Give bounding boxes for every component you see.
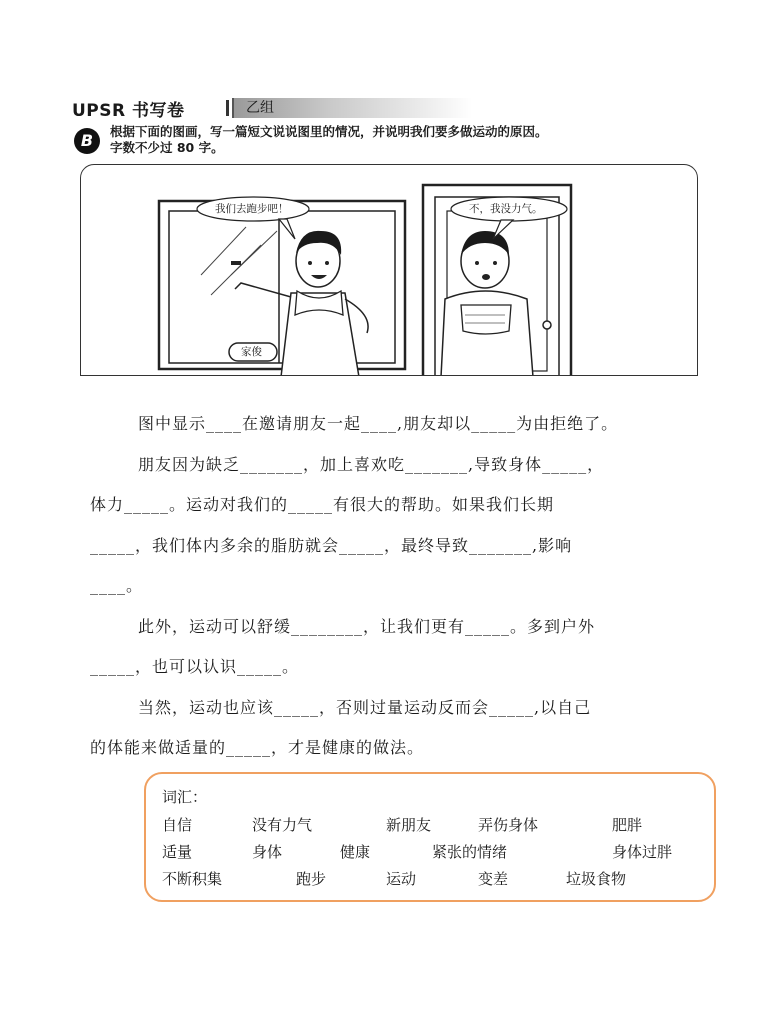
passage-line: 体力_____。运动对我们的_____有很大的帮助。如果我们长期 xyxy=(90,495,555,514)
speech-right-text: 不，我没力气。 xyxy=(469,203,543,215)
vocabulary-title: 词汇： xyxy=(162,788,208,806)
vocab-item: 健康 xyxy=(340,843,371,861)
speech-left-text: 我们去跑步吧！ xyxy=(215,203,289,215)
vocab-item: 适量 xyxy=(162,843,193,861)
speech-bubble-tail xyxy=(493,220,513,239)
vocab-item: 身体 xyxy=(252,843,283,861)
passage-line: 此外，运动可以舒缓________，让我们更有_____。多到户外 xyxy=(138,616,596,636)
section-label xyxy=(232,98,472,118)
worksheet-header xyxy=(72,96,712,120)
task-instruction xyxy=(72,124,712,160)
vocab-item: 运动 xyxy=(386,870,417,888)
vocab-item: 没有力气 xyxy=(252,816,313,834)
name-sign-text: 家俊 xyxy=(241,346,262,358)
illustration-panel xyxy=(80,164,698,376)
passage-line: 当然，运动也应该_____，否则过量运动反而会_____,以自己 xyxy=(138,697,592,717)
vocab-item: 垃圾食物 xyxy=(566,870,627,888)
vocab-item: 身体过胖 xyxy=(612,843,673,861)
speech-bubble-tail xyxy=(279,219,295,239)
vocab-item: 新朋友 xyxy=(386,816,432,834)
paper-title: UPSR 书写卷 xyxy=(72,101,185,121)
vocab-item: 自信 xyxy=(162,816,193,834)
instruction-line-2: 字数不少过 80 字。 xyxy=(110,140,224,155)
section-text: 乙组 xyxy=(246,100,274,116)
vocab-item: 弄伤身体 xyxy=(478,816,539,834)
speech-bubbles xyxy=(81,165,698,376)
vocab-item: 不断积集 xyxy=(162,870,223,888)
passage-line: _____，我们体内多余的脂肪就会_____，最终导致_______,影响 xyxy=(90,535,573,555)
vocab-item: 紧张的情绪 xyxy=(432,843,508,861)
vocab-item: 肥胖 xyxy=(612,816,643,834)
question-badge: B xyxy=(74,128,100,154)
vocabulary-box xyxy=(144,772,716,902)
passage-line: _____，也可以认识_____。 xyxy=(90,657,300,676)
passage-line: 朋友因为缺乏_______，加上喜欢吃_______,导致身体_____， xyxy=(138,454,605,474)
section-bar xyxy=(226,100,229,116)
vocab-item: 跑步 xyxy=(296,870,327,888)
passage-line: 图中显示____在邀请朋友一起____,朋友却以_____为由拒绝了。 xyxy=(138,414,619,433)
cloze-passage xyxy=(90,404,690,769)
vocab-item: 变差 xyxy=(478,870,509,888)
passage-line: ____。 xyxy=(90,576,144,595)
passage-line: 的体能来做适量的_____，才是健康的做法。 xyxy=(90,738,425,757)
instruction-text xyxy=(110,124,710,156)
instruction-line-1: 根据下面的图画，写一篇短文说说图里的情况，并说明我们要多做运动的原因。 xyxy=(110,124,548,139)
